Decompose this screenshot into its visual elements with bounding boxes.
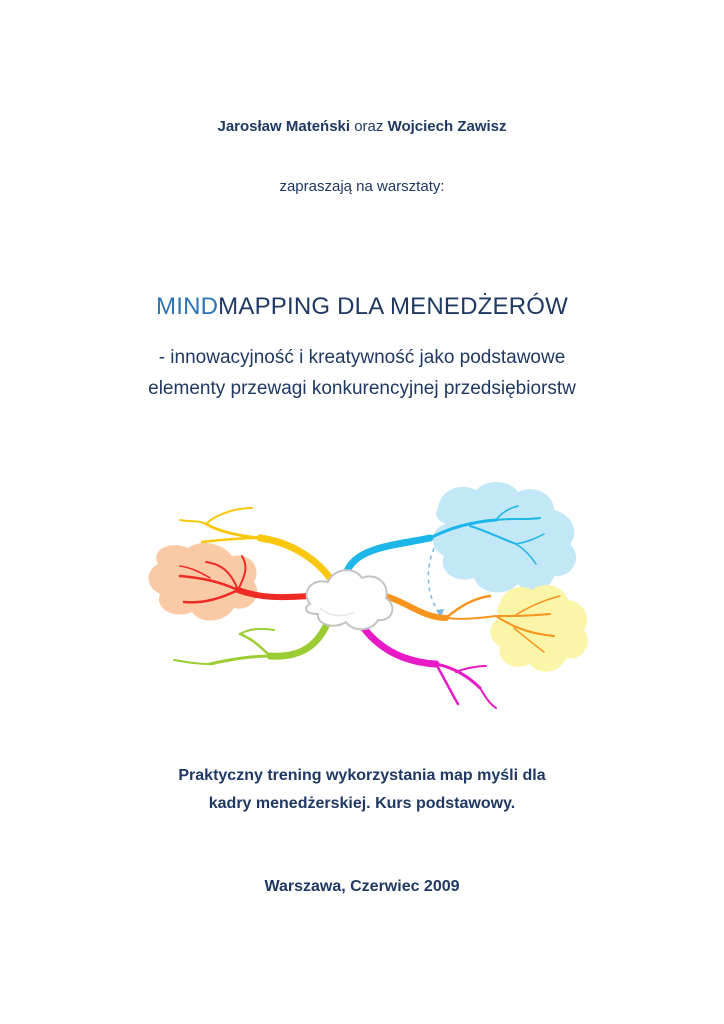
- training-line-2: kadry menedżerskiej. Kurs podstawowy.: [208, 795, 516, 812]
- author-2: Wojciech Zawisz: [387, 118, 507, 135]
- blue-blob: [433, 482, 576, 593]
- mindmap-illustration: [140, 478, 590, 718]
- subtitle: [0, 342, 724, 404]
- place-and-date: Warszawa, Czerwiec 2009: [264, 878, 460, 895]
- author-1: Jarosław Mateński: [217, 118, 351, 135]
- authors-line: [0, 118, 724, 135]
- green-branch: [174, 616, 330, 664]
- dashed-arrow: [428, 548, 440, 614]
- training-description: [0, 762, 724, 818]
- training-line-1: Praktyczny trening wykorzystania map myśli dla: [178, 767, 546, 784]
- subtitle-line-2: elementy przewagi konkurencyjnej przedsiębiorstw: [148, 378, 576, 399]
- magenta-branch: [358, 620, 496, 708]
- yellow-blob: [490, 585, 587, 672]
- conjunction: oraz: [354, 118, 384, 135]
- page-title: [0, 293, 724, 321]
- cloud-icon: [306, 570, 393, 629]
- invite-text: zapraszają na warsztaty:: [279, 178, 445, 195]
- title-accent: MIND: [156, 293, 219, 320]
- subtitle-line-1: - innowacyjność i kreatywność jako podstawowe: [158, 347, 566, 368]
- title-rest: MAPPING DLA MENEDŻERÓW: [218, 293, 568, 320]
